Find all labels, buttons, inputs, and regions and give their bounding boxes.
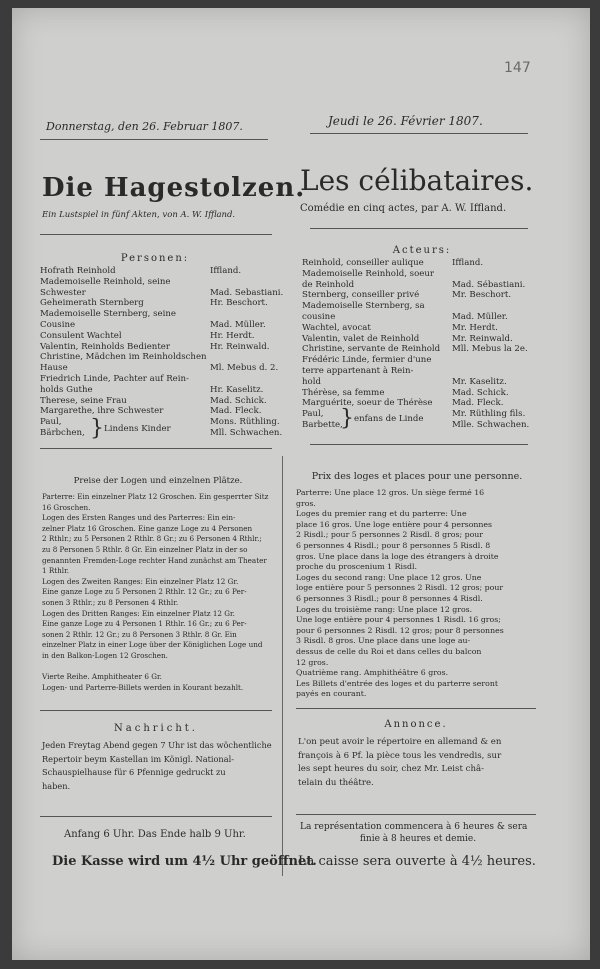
text-line: Eine ganze Loge zu 5 Personen 2 Rthlr. 12 Gr.; zu 6 Per- — [42, 587, 247, 597]
cast-role: Hofrath Reinhold — [40, 266, 116, 276]
text-line: 3 Risdl. 8 gros. Une place dans une loge au- — [296, 636, 471, 646]
times-french-line1: La représentation commencera à 6 heures & sera — [300, 822, 528, 832]
text-line: haben. — [42, 780, 71, 791]
cast-actor: Hr. Reinwald. — [210, 341, 270, 352]
cast-heading-german: Personen: — [120, 253, 190, 264]
brace-label: Lindens Kinder — [104, 424, 171, 434]
box-office-french: La caisse sera ouverte à 4½ heures. — [298, 854, 536, 869]
notice-rule-left — [40, 816, 272, 817]
title-french: Les célibataires. — [300, 164, 534, 197]
playbill-sheet — [12, 8, 590, 960]
cast-actor: Mr. Kaselitz. — [452, 376, 507, 387]
text-line: zelner Platz 16 Groschen. Eine ganze Loge zu 4 Personen — [42, 523, 253, 533]
cast-role: holds Guthe — [40, 384, 93, 395]
cast-row — [40, 298, 288, 309]
prices-rule-right — [296, 708, 536, 709]
text-line: françois à 6 Pf. la pièce tous les vendredis, sur — [298, 750, 502, 761]
cast-actor: Mr. Rüthling fils. — [452, 409, 526, 420]
cast-row — [40, 309, 288, 320]
cast-role: Valentin, Reinholds Bedienter — [40, 341, 170, 352]
text-line: sonen 2 Rthlr. 12 Gr.; zu 8 Personen 3 Rthlr. 8 Gr. Ein — [42, 629, 237, 639]
text-line: Loges du troisième rang: Une place 12 gros. — [296, 604, 473, 614]
cast-role: terre appartenant à Rein- — [302, 366, 414, 376]
cast-row — [302, 258, 542, 269]
cast-row — [302, 398, 542, 409]
cast-actor: Mad. Sébastiani. — [452, 279, 526, 290]
cast-row — [302, 344, 542, 355]
text-line: 2 Rthlr.; zu 5 Personen 2 Rthlr. 8 Gr.; zu 6 Personen 4 Rthlr.; — [42, 534, 262, 544]
prices-heading-french: Prix des loges et places pour une personne. — [311, 471, 523, 482]
cast-role: Hause — [40, 363, 68, 374]
cast-rule-right — [310, 444, 528, 445]
text-line: Eine ganze Loge zu 4 Personen 1 Rthlr. 16 Gr.; zu 6 Per- — [42, 619, 247, 629]
times-french-line2: finie à 8 heures et demie. — [359, 834, 477, 844]
cast-heading-french: Acteurs: — [392, 245, 452, 256]
text-line: Repertoir beym Kastellan im Königl. National- — [42, 753, 234, 764]
cast-role: hold — [302, 376, 321, 387]
text-line: L'on peut avoir le répertoire en allemand & en — [298, 737, 502, 747]
text-line: Logen des Ersten Ranges und des Parterres: Ein ein- — [42, 513, 236, 523]
prices-rule-left — [40, 710, 272, 711]
notice-heading-german: Nachricht. — [114, 723, 198, 734]
cast-role: Paul, — [302, 409, 324, 420]
page-number: 147 — [504, 60, 531, 76]
text-line: pour 6 personnes 2 Risdl. 12 gros; pour 8 personnes — [296, 625, 504, 635]
text-line: Les Billets d'entrée des loges et du parterre seront — [296, 678, 498, 688]
text-line: Vierte Reihe. Amphitheater 6 Gr. — [42, 672, 162, 682]
cast-role: Therese, seine Frau — [40, 395, 127, 406]
subtitle-french: Comédie en cinq actes, par A. W. Iffland. — [300, 203, 507, 214]
times-german: Anfang 6 Uhr. Das Ende halb 9 Uhr. — [64, 829, 246, 840]
column-divider — [282, 456, 283, 876]
cast-row — [40, 288, 288, 299]
cast-actor: Mlle. Schwachen. — [452, 420, 530, 430]
cast-row — [40, 266, 288, 277]
cast-role: Marguérite, soeur de Thérèse — [302, 398, 433, 409]
cast-row — [40, 396, 288, 407]
cast-actor: Mad. Schick. — [210, 395, 267, 406]
cast-role: Mademoiselle Sternberg, sa — [302, 301, 425, 312]
text-line: Quatrième rang. Amphithéâtre 6 gros. — [296, 668, 449, 678]
header-rule-left — [40, 139, 268, 140]
cast-actor: Ml. Mebus d. 2. — [210, 363, 279, 374]
text-line: loge entière pour 5 personnes 2 Risdl. 12 gros; pour — [296, 583, 504, 593]
brace-glyph: } — [340, 406, 354, 431]
cast-role: Geheimerath Sternberg — [40, 298, 144, 309]
text-line: Une loge entière pour 4 personnes 1 Risdl. 16 gros; — [296, 615, 501, 625]
text-line: in den Balkon-Logen 12 Groschen. — [42, 651, 168, 660]
text-line: gros. — [296, 498, 316, 508]
cast-role: de Reinhold — [302, 279, 355, 290]
cast-actor: Mr. Herdt. — [452, 322, 498, 333]
cast-actor: Iffland. — [452, 258, 484, 268]
cast-actor: Hr. Herdt. — [210, 330, 255, 341]
cast-actor: Mad. Müller. — [210, 320, 266, 330]
cast-role: Cousine — [40, 320, 76, 330]
cast-row — [40, 406, 288, 417]
cast-row — [40, 331, 288, 342]
cast-row — [302, 323, 542, 334]
text-line: les sept heures du soir, chez Mr. Leist châ- — [298, 764, 485, 774]
brace-label: enfans de Linde — [354, 414, 424, 424]
cast-actor: Hr. Beschort. — [210, 298, 268, 309]
cast-role: Christine, servante de Reinhold — [302, 344, 441, 355]
cast-row — [40, 320, 288, 331]
date-french: Jeudi le 26. Février 1807. — [328, 114, 483, 128]
text-line: dessus de celle du Roi et dans celles du balcon — [296, 647, 482, 656]
cast-role: Schwester — [40, 287, 86, 298]
cast-actor: Iffland. — [210, 266, 242, 276]
cast-row — [302, 366, 542, 377]
box-office-german: Die Kasse wird um 4½ Uhr geöffnet. — [52, 854, 317, 869]
header-rule-right — [310, 133, 528, 134]
cast-actor: Mr. Reinwald. — [452, 333, 513, 344]
notice-rule-right — [296, 814, 536, 815]
cast-role: Thérèse, sa femme — [302, 387, 385, 398]
cast-row — [40, 374, 288, 385]
brace-glyph: } — [90, 416, 104, 441]
cast-actor: Mad. Fleck. — [452, 398, 504, 409]
cast-role: Mademoiselle Sternberg, seine — [40, 309, 176, 320]
text-line: 12 gros. — [296, 657, 329, 667]
text-line: sonen 3 Rthlr.; zu 8 Personen 4 Rthlr. — [42, 598, 179, 607]
text-line: Logen- und Parterre-Billets werden in Kourant bezahlt. — [42, 682, 244, 692]
text-line: Parterre: Ein einzelner Platz 12 Groschen. Ein gesperrter Sitz — [42, 492, 269, 501]
cast-actor: Mad. Fleck. — [210, 406, 262, 417]
cast-role: Wachtel, avocat — [302, 322, 371, 333]
text-line: place 16 gros. Une loge entière pour 4 personnes — [296, 519, 493, 529]
cast-role: cousine — [302, 312, 336, 322]
cast-role: Barbette, — [302, 420, 343, 430]
cast-role: Paul, — [40, 417, 62, 428]
cast-row — [40, 363, 288, 374]
cast-actor: Mad. Müller. — [452, 312, 508, 322]
text-line: telain du théâtre. — [298, 777, 374, 788]
cast-row — [302, 377, 542, 388]
subtitle-german: Ein Lustspiel in fünf Akten, von A. W. Iffland. — [42, 210, 236, 220]
cast-row — [302, 280, 542, 291]
cast-row — [302, 355, 542, 366]
cast-role: Sternberg, conseiller privé — [302, 290, 420, 301]
cast-role: Reinhold, conseiller aulique — [302, 258, 424, 268]
text-line: 1 Rthlr. — [42, 566, 70, 576]
text-line: 16 Groschen. — [42, 502, 91, 512]
cast-actor: Mll. Mebus la 2e. — [452, 344, 528, 355]
text-line: einzelner Platz in einer Loge über der Königlichen Loge und — [42, 640, 263, 650]
title-rule-right — [310, 228, 528, 229]
cast-role: Mademoiselle Reinhold, soeur — [302, 268, 434, 279]
prices-heading-german: Preise der Logen und einzelnen Plätze. — [73, 476, 243, 486]
text-line: Loges du second rang: Une place 12 gros. Une — [296, 572, 482, 582]
date-german: Donnerstag, den 26. Februar 1807. — [46, 120, 243, 133]
cast-row — [40, 277, 288, 288]
title-german: Die Hagestolzen. — [42, 173, 306, 203]
cast-actor: Mad. Sebastiani. — [210, 287, 284, 298]
cast-role: Consulent Wachtel — [40, 330, 122, 341]
cast-role: Friedrich Linde, Pachter auf Rein- — [40, 374, 189, 384]
text-line: proche du proscenium 1 Risdl. — [296, 562, 417, 572]
text-line: gros. Une place dans la loge des étrangers à droite — [296, 551, 499, 561]
cast-role: Margarethe, ihre Schwester — [40, 406, 164, 417]
text-line: 6 personnes 4 Risdl.; pour 8 personnes 5 Risdl. 8 — [296, 541, 491, 550]
cast-actor: Mons. Rüthling. — [210, 417, 280, 428]
cast-row — [302, 269, 542, 280]
text-line: payés en courant. — [296, 689, 367, 699]
cast-row — [302, 312, 542, 323]
cast-actor: Mll. Schwachen. — [210, 428, 283, 438]
text-line: Schauspielhause für 6 Pfennige gedruckt zu — [42, 767, 226, 777]
text-line: Logen des Dritten Ranges: Ein einzelner Platz 12 Gr. — [42, 608, 235, 618]
text-line: Jeden Freytag Abend gegen 7 Uhr ist das wöchentliche — [42, 740, 272, 750]
text-line: zu 8 Personen 5 Rthlr. 8 Gr. Ein einzelner Platz in der so — [42, 545, 248, 554]
cast-row — [302, 290, 542, 301]
text-line: 2 Risdl.; pour 5 personnes 2 Risdl. 8 gros; pour — [296, 530, 484, 540]
cast-row — [40, 352, 288, 363]
cast-rule-left — [40, 448, 272, 449]
cast-role: Christine, Mädchen im Reinholdschen — [40, 352, 207, 363]
title-rule-left — [40, 234, 272, 235]
cast-row — [40, 385, 288, 396]
text-line: genannten Fremden-Loge rechter Hand zunächst am Theater — [42, 555, 267, 565]
cast-row — [302, 334, 542, 345]
cast-role: Valentin, valet de Reinhold — [302, 333, 420, 344]
cast-role: Mademoiselle Reinhold, seine — [40, 276, 171, 287]
text-line: 6 personnes 3 Risdl.; pour 8 personnes 4 Risdl. — [296, 594, 483, 603]
cast-actor: Mr. Beschort. — [452, 290, 512, 301]
notice-heading-french: Annonce. — [384, 719, 448, 730]
cast-row — [40, 342, 288, 353]
cast-row — [302, 301, 542, 312]
cast-row — [302, 388, 542, 399]
text-line: Loges du premier rang et du parterre: Une — [296, 509, 467, 519]
text-line: Parterre: Une place 12 gros. Un siège fermé 16 — [296, 488, 485, 497]
cast-actor: Mad. Schick. — [452, 387, 509, 398]
text-line: Logen des Zweiten Ranges: Ein einzelner Platz 12 Gr. — [42, 576, 239, 586]
cast-actor: Hr. Kaselitz. — [210, 384, 264, 395]
cast-role: Bärbchen, — [40, 428, 85, 438]
cast-role: Frédéric Linde, fermier d'une — [302, 355, 432, 366]
